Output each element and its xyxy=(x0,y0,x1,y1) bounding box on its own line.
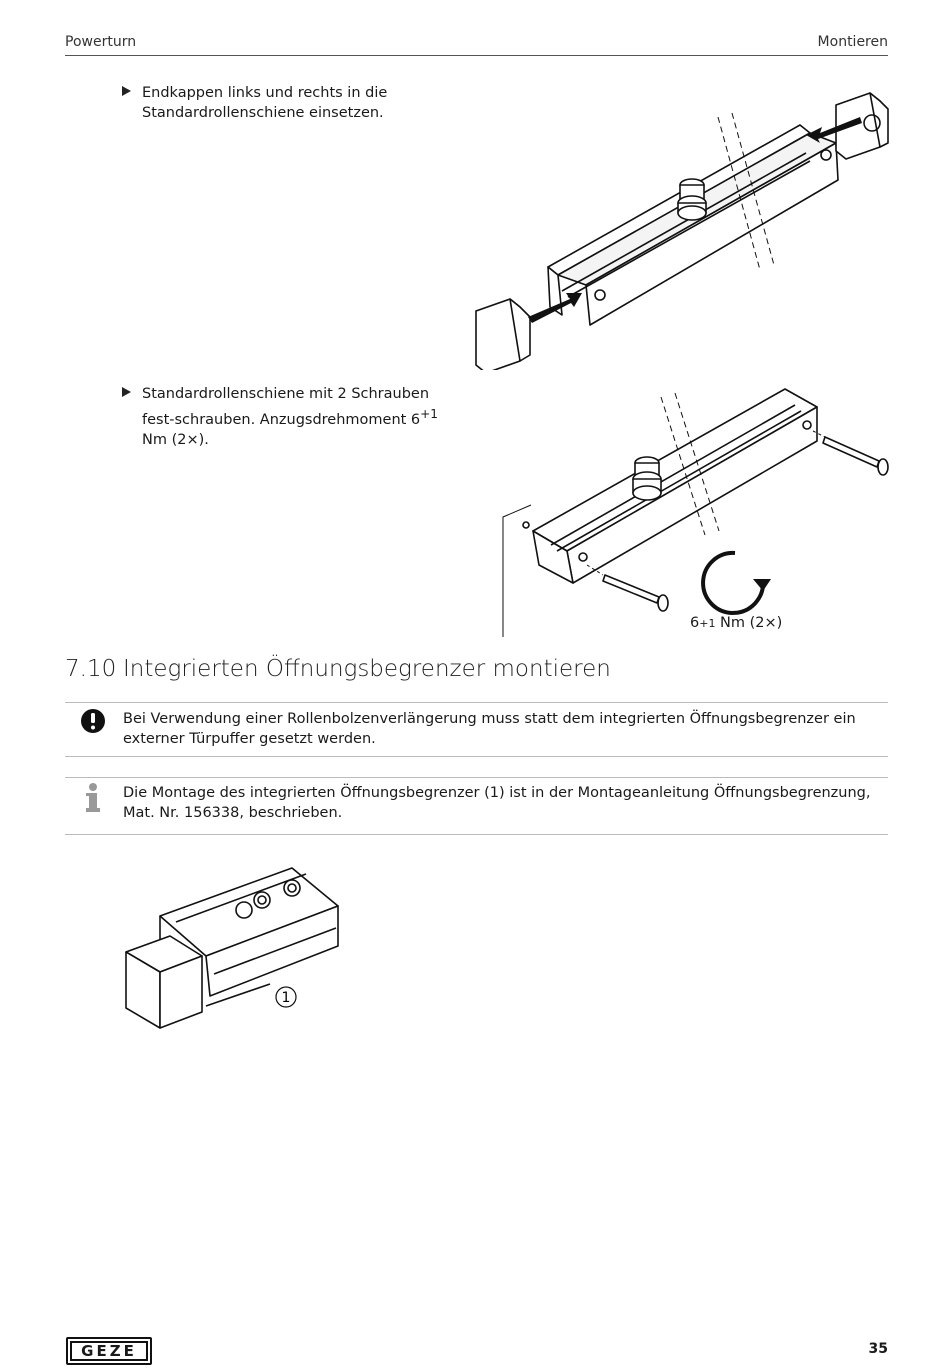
step-text-end: Nm (2×). xyxy=(142,431,209,448)
warning-note xyxy=(65,702,888,757)
bullet-triangle-icon xyxy=(122,86,131,96)
torque-rest: Nm (2×) xyxy=(715,615,783,631)
bullet-triangle-icon xyxy=(122,387,131,397)
section-number: 7.10 xyxy=(65,656,117,682)
section-title: Integrierten Öffnungsbegrenzer montieren xyxy=(123,656,611,682)
step-text xyxy=(142,384,462,450)
torque-base: 6 xyxy=(690,615,700,631)
figure-rail-screws xyxy=(495,385,900,640)
step-text: Endkappen links und rechts in die Standardrollenschiene einsetzen. xyxy=(142,85,388,121)
warning-text: Bei Verwendung einer Rollenbolzenverlängerung muss statt dem integrierten Öffnungsbegrenzer ein externer Türpuffer gesetzt werden. xyxy=(123,711,856,747)
torque-arrow-icon xyxy=(703,553,763,613)
header-product: Powerturn xyxy=(65,34,137,50)
figure-opening-limiter xyxy=(120,860,350,1035)
figure-rail-endcaps xyxy=(470,85,895,370)
geze-logo xyxy=(66,1337,152,1365)
exclamation-icon xyxy=(81,709,105,737)
logo-text: GEZE xyxy=(70,1341,148,1361)
step-text-sup: +1 xyxy=(420,407,438,421)
info-note xyxy=(65,777,888,835)
header-rule xyxy=(65,55,888,56)
page-number: 35 xyxy=(868,1341,888,1357)
torque-label xyxy=(690,615,782,631)
info-icon xyxy=(83,782,103,818)
callout-number: 1 xyxy=(281,990,291,1006)
torque-sup: +1 xyxy=(699,617,716,630)
info-text: Die Montage des integrierten Öffnungsbegrenzer (1) ist in der Montageanleitung Öffnungsbegrenzung, Mat. Nr. 156338, beschrieben. xyxy=(123,785,871,821)
step-text-main: Standardrollenschiene mit 2 Schrauben fest-schrauben. Anzugsdrehmoment 6 xyxy=(142,386,430,428)
header-chapter: Montieren xyxy=(817,34,888,50)
